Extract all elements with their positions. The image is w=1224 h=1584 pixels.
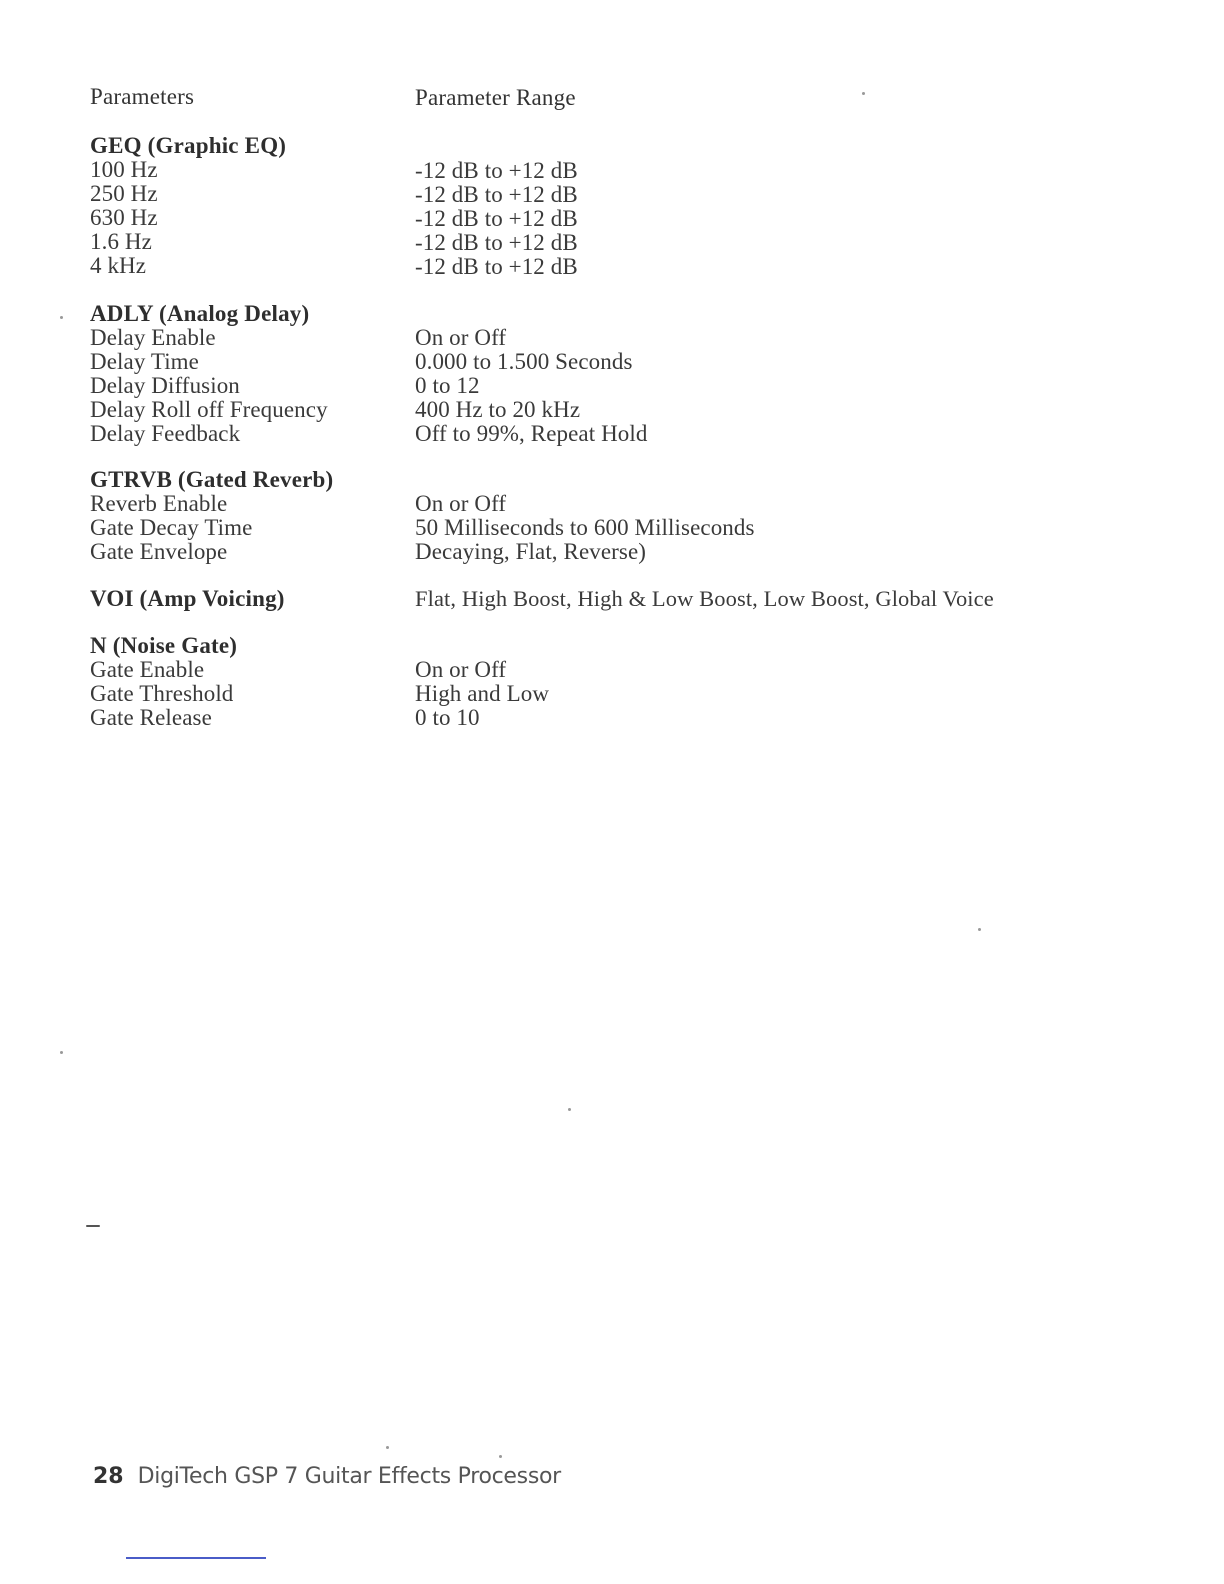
range-voi: Flat, High Boost, High & Low Boost, Low Boost, Global Voice [415, 586, 994, 611]
section-title-gtrvb: GTRVB (Gated Reverb) [90, 467, 334, 492]
range-geq-100hz: -12 dB to +12 dB [415, 158, 578, 183]
range-gate-enable: On or Off [415, 657, 507, 682]
range-gate-envelope: Decaying, Flat, Reverse) [415, 539, 647, 564]
scan-speck [386, 1446, 389, 1449]
param-gate-envelope: Gate Envelope [90, 539, 228, 564]
range-geq-630hz: -12 dB to +12 dB [415, 206, 578, 231]
range-geq-250hz: -12 dB to +12 dB [415, 182, 578, 207]
parameters-column-header: Parameters [90, 84, 195, 109]
param-gate-threshold: Gate Threshold [90, 681, 234, 706]
range-delay-time: 0.000 to 1.500 Seconds [415, 349, 633, 374]
range-gate-release: 0 to 10 [415, 705, 480, 730]
param-gate-enable: Gate Enable [90, 657, 205, 682]
scan-speck [60, 316, 63, 319]
scan-speck [568, 1108, 571, 1111]
section-title-geq: GEQ (Graphic EQ) [90, 133, 287, 158]
range-geq-4khz: -12 dB to +12 dB [415, 254, 578, 279]
param-delay-feedback: Delay Feedback [90, 421, 241, 446]
range-delay-enable: On or Off [415, 325, 507, 350]
range-geq-1-6hz: -12 dB to +12 dB [415, 230, 578, 255]
param-geq-1-6hz: 1.6 Hz [90, 229, 152, 254]
scan-speck [499, 1455, 502, 1458]
range-gate-decay-time: 50 Milliseconds to 600 Milliseconds [415, 515, 755, 540]
scan-mark [86, 1225, 100, 1227]
param-gate-release: Gate Release [90, 705, 212, 730]
range-reverb-enable: On or Off [415, 491, 507, 516]
param-geq-250hz: 250 Hz [90, 181, 158, 206]
range-delay-feedback: Off to 99%, Repeat Hold [415, 421, 648, 446]
param-delay-rolloff: Delay Roll off Frequency [90, 397, 328, 422]
param-delay-time: Delay Time [90, 349, 199, 374]
section-title-adly: ADLY (Analog Delay) [90, 301, 310, 326]
footer-title: DigiTech GSP 7 Guitar Effects Processor [137, 1464, 561, 1489]
param-delay-diffusion: Delay Diffusion [90, 373, 240, 398]
param-geq-630hz: 630 Hz [90, 205, 158, 230]
page-number: 28 [93, 1464, 124, 1489]
param-geq-4khz: 4 kHz [90, 253, 147, 278]
bottom-rule [126, 1557, 266, 1559]
range-gate-threshold: High and Low [415, 681, 550, 706]
range-delay-diffusion: 0 to 12 [415, 373, 480, 398]
param-geq-100hz: 100 Hz [90, 157, 158, 182]
scan-speck [60, 1051, 63, 1054]
scan-speck [978, 928, 981, 931]
scan-speck [862, 92, 865, 95]
param-delay-enable: Delay Enable [90, 325, 216, 350]
section-title-voi: VOI (Amp Voicing) [90, 586, 285, 611]
range-delay-rolloff: 400 Hz to 20 kHz [415, 397, 581, 422]
section-title-noise-gate: N (Noise Gate) [90, 633, 238, 658]
range-column-header: Parameter Range [415, 85, 576, 110]
param-reverb-enable: Reverb Enable [90, 491, 228, 516]
param-gate-decay-time: Gate Decay Time [90, 515, 253, 540]
page-footer [93, 1464, 561, 1489]
